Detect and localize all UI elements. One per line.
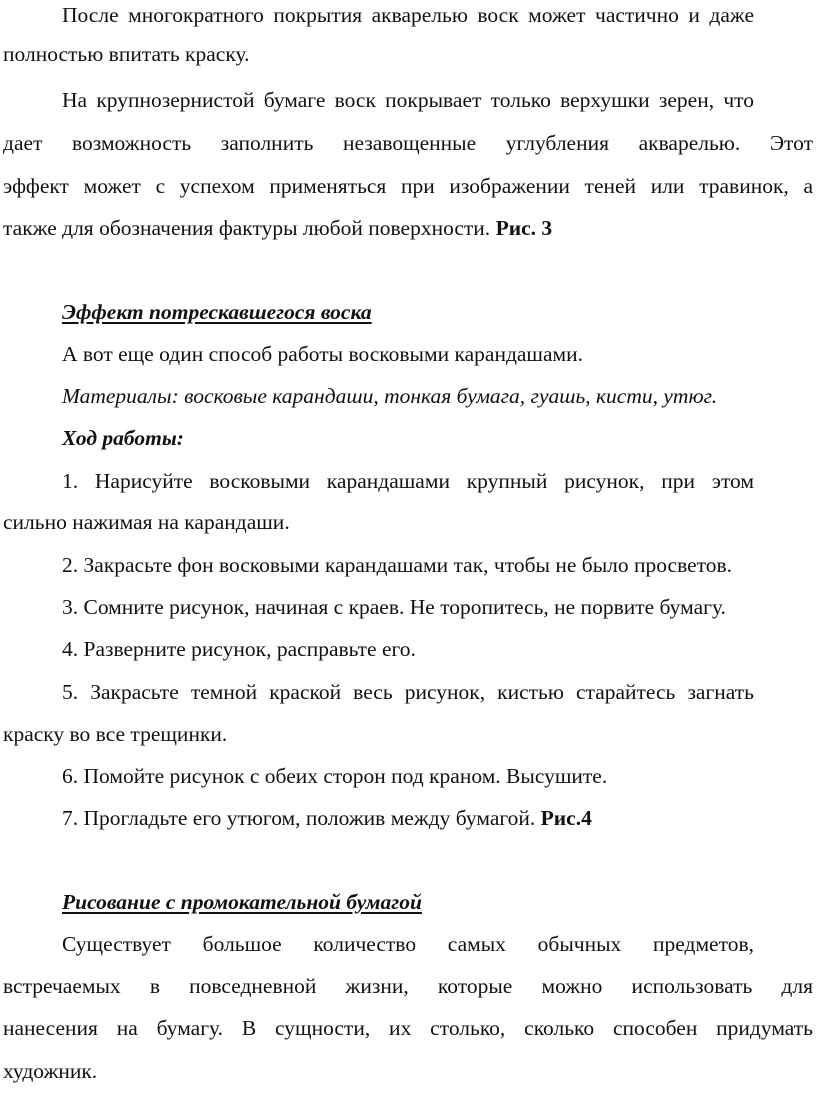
step-1-line-2: сильно нажимая на карандаши. — [3, 510, 290, 534]
paragraph-2-line-1: На крупнозернистой бумаге воск покрывает только верхушки зерен, что — [62, 88, 754, 112]
section-2-line-2: встречаемых в повседневной жизни, которые можно использовать для — [3, 974, 813, 998]
section-1-heading-line — [3, 297, 754, 327]
section-2-line-4: художник. — [3, 1059, 98, 1083]
paragraph-2-line-4-text: также для обозначения фактуры любой поверхности. — [3, 216, 491, 240]
section-2-heading: Рисование с промокательной бумагой — [62, 890, 422, 914]
step-3: 3. Сомните рисунок, начиная с краев. Не торопитесь, не порвите бумагу. — [62, 595, 726, 619]
section-2-heading-line — [3, 887, 754, 917]
section-1-heading: Эффект потрескавшегося воска — [62, 300, 372, 324]
step-5-line-2: краску во все трещинки. — [3, 722, 228, 746]
paragraph-2-line-4 — [3, 213, 813, 243]
step-7: 7. Прогладьте его утюгом, положив между бумагой. — [62, 806, 536, 830]
paragraph-2-line-3: эффект может с успехом применяться при изображении теней или травинок, а — [3, 174, 813, 198]
section-1-materials: Материалы: восковые карандаши, тонкая бумага, гуашь, кисти, утюг. — [62, 384, 718, 408]
figure-ref-3: Рис. 3 — [495, 216, 553, 240]
step-2: 2. Закрасьте фон восковыми карандашами так, чтобы не было просветов. — [62, 553, 733, 577]
section-1-procedure-title: Ход работы: — [62, 426, 184, 450]
step-1-line-1: 1. Нарисуйте восковыми карандашами крупный рисунок, при этом — [62, 469, 754, 493]
section-2-line-1: Существует большое количество самых обычных предметов, — [62, 932, 754, 956]
step-4: 4. Разверните рисунок, расправьте его. — [62, 637, 416, 661]
section-2-line-3: нанесения на бумагу. В сущности, их столько, сколько способен придумать — [3, 1016, 813, 1040]
paragraph-1-line-2: полностью впитать краску. — [3, 42, 250, 66]
paragraph-2-line-2: дает возможность заполнить незавощенные углубления акварелью. Этот — [3, 131, 813, 155]
step-6: 6. Помойте рисунок с обеих сторон под краном. Высушите. — [62, 764, 608, 788]
figure-ref-4: Рис.4 — [540, 806, 592, 830]
step-5-line-1: 5. Закрасьте темной краской весь рисунок, кистью старайтесь загнать — [62, 680, 754, 704]
paragraph-1-line-1: После многократного покрытия акварелью воск может частично и даже — [62, 3, 754, 27]
step-7-line — [3, 803, 754, 833]
section-1-intro: А вот еще один способ работы восковыми карандашами. — [62, 342, 584, 366]
